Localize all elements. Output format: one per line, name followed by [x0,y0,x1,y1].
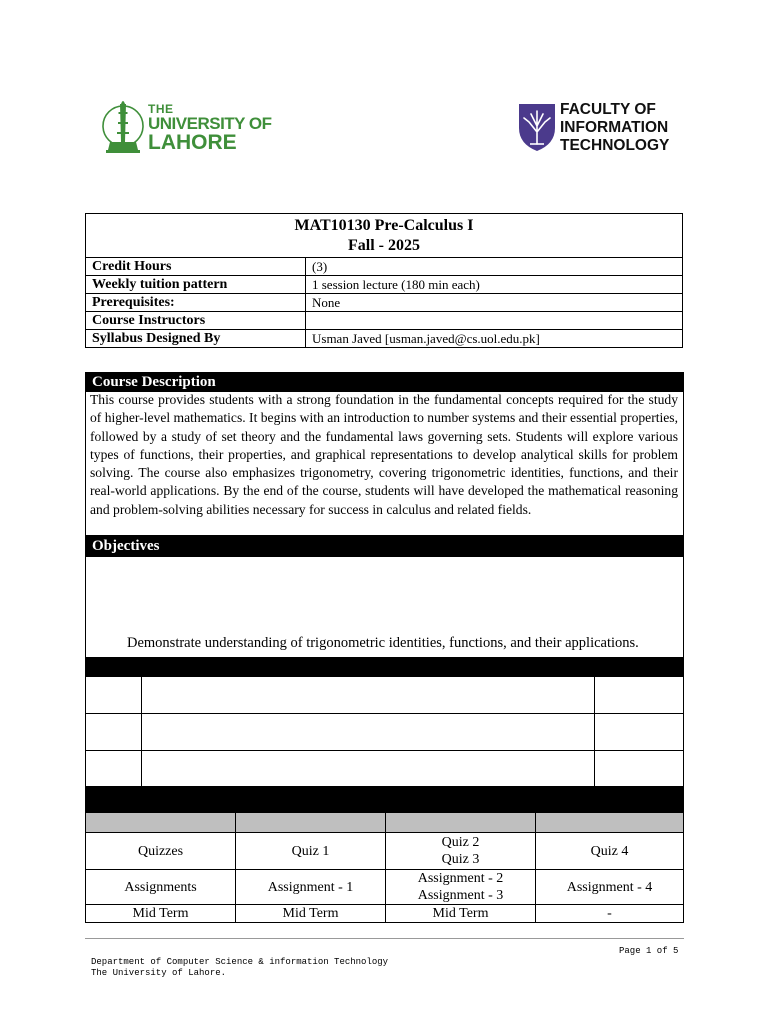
assessment-table [85,812,684,923]
objectives-heading: Objectives [85,535,684,556]
course-description-text: This course provides students with a strong foundation in the fundamental concepts required for the study of higher-level mathematics. It begins with an introduction to number systems and their essential properties, followed by a study of set theory and the fundamental laws governing sets. Students will explore various types of functions, their properties, and graphical representations to develop analytical skills for problem solving. The course also emphasizes trigonometry, covering trigonometric identities, functions, and their real-world applications. By the end of the course, students will have developed the mathematical reasoning and problem-solving abilities necessary for success in calculus and related fields. [90,392,678,517]
assessment-cell [386,870,536,905]
assessment-cell [386,833,536,870]
table-cell [86,677,142,714]
assessment-cell-line: Quiz 2 [441,835,480,850]
section-bar [85,657,684,677]
faculty-logo-text [560,101,669,155]
prerequisites-value: None [306,294,683,312]
tuition-pattern-value: 1 session lecture (180 min each) [306,276,683,294]
footer-rule [85,938,684,939]
table-cell [142,677,595,714]
course-title-cell [86,214,683,258]
assessment-cell: Assignment - 4 [536,870,684,905]
assessment-cell-line: Assignment - 3 [417,888,504,903]
header-cell [536,813,684,833]
designed-by-value: Usman Javed [usman.javed@cs.uol.edu.pk] [306,330,683,348]
header-cell [236,813,386,833]
course-title: MAT10130 Pre-Calculus I [294,217,474,234]
page-number: Page 1 of 5 [619,946,679,956]
table-row [86,677,684,714]
university-logo-line: THE [148,102,174,116]
info-row [86,294,683,312]
assessment-type: Quizzes [86,833,236,870]
table-row [86,751,684,788]
objective-item: Demonstrate understanding of trigonometric identities, functions, and their applications. [127,635,639,651]
course-semester: Fall - 2025 [348,237,420,254]
table-cell [595,751,684,788]
assessment-cell: - [536,905,684,923]
assessment-cell-line: Assignment - 2 [417,871,504,886]
info-row [86,276,683,294]
footer-department: Department of Computer Science & information Technology [91,957,389,967]
assessment-row-quizzes [86,833,684,870]
instructors-label: Course Instructors [86,312,306,330]
course-title-row [86,214,683,258]
header-cell [386,813,536,833]
tuition-pattern-label: Weekly tuition pattern [86,276,306,294]
credit-hours-value: (3) [306,258,683,276]
table-row [86,714,684,751]
credit-hours-label: Credit Hours [86,258,306,276]
table-cell [595,677,684,714]
table-cell [142,714,595,751]
table-cell [142,751,595,788]
assessment-cell: Assignment - 1 [236,870,386,905]
assessment-row-midterm [86,905,684,923]
assessment-cell: Mid Term [386,905,536,923]
info-row [86,258,683,276]
course-info-table [85,213,683,348]
assessment-cell: Quiz 4 [536,833,684,870]
info-row [86,312,683,330]
course-description-heading: Course Description [85,372,684,391]
assessment-row-assignments [86,870,684,905]
tree-shield-icon [517,102,557,152]
assessment-cell: Quiz 1 [236,833,386,870]
outcomes-table [85,676,684,788]
table-cell [595,714,684,751]
assessment-header-row [86,813,684,833]
assessment-type: Mid Term [86,905,236,923]
section-bar [85,786,684,812]
faculty-logo-line: INFORMATION [560,119,669,136]
footer-university: The University of Lahore. [91,968,227,978]
header-cell [86,813,236,833]
faculty-logo-line: TECHNOLOGY [560,137,670,154]
faculty-logo-line: FACULTY OF [560,101,656,118]
assessment-cell-line: Quiz 3 [441,852,480,867]
prerequisites-label: Prerequisites: [86,294,306,312]
university-logo-text [148,103,272,153]
assessment-type: Assignments [86,870,236,905]
university-logo-line: LAHORE [148,131,237,154]
assessment-cell: Mid Term [236,905,386,923]
university-logo-line: UNIVERSITY OF [148,114,272,133]
instructors-value [306,312,683,330]
info-row [86,330,683,348]
table-cell [86,714,142,751]
faculty-logo [517,102,557,152]
minar-icon [100,98,146,158]
designed-by-label: Syllabus Designed By [86,330,306,348]
table-cell [86,751,142,788]
